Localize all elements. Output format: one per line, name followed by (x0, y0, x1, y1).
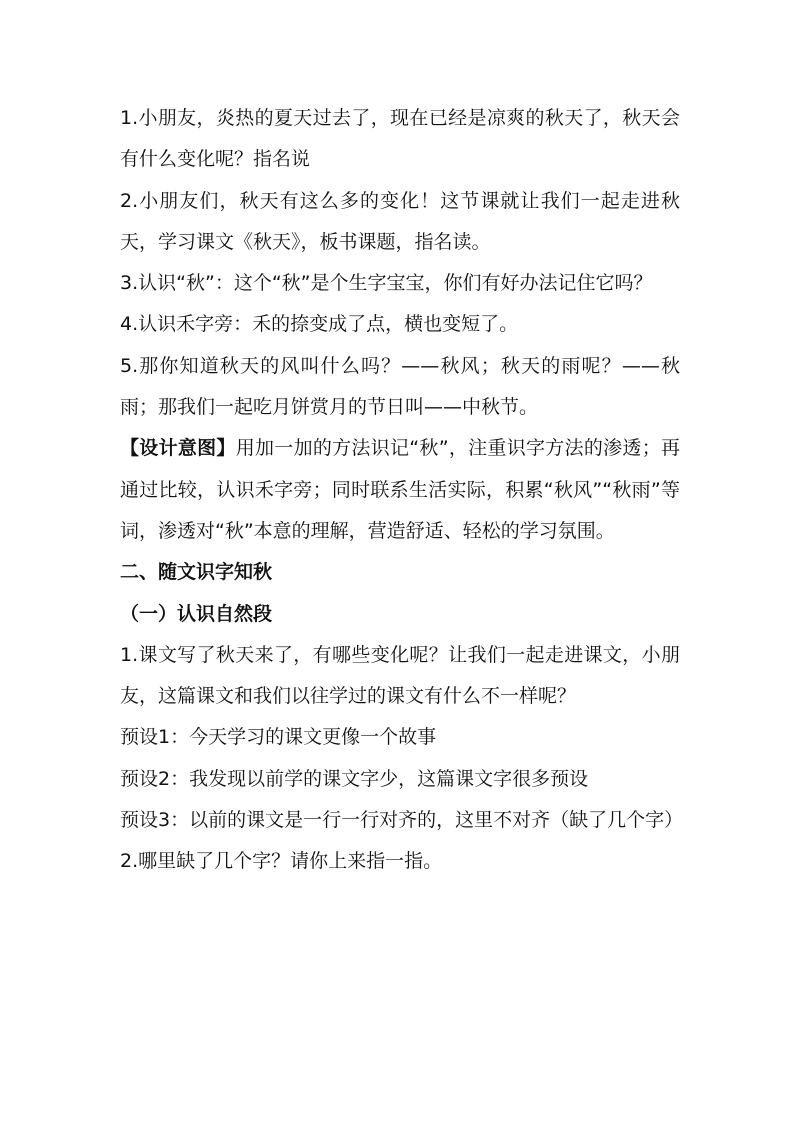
design-intent-tag: 【设计意图】 (120, 437, 236, 460)
preset-2: 预设2：我发现以前学的课文字少，这篇课文字很多预设 (120, 767, 589, 790)
paragraph-1: 1.小朋友，炎热的夏天过去了，现在已经是凉爽的秋天了，秋天会有什么变化呢？指名说 (120, 107, 680, 171)
document-page (120, 98, 684, 883)
subsection-heading: （一）认识自然段 (120, 602, 273, 625)
paragraph-5: 5.那你知道秋天的风叫什么吗？——秋风；秋天的雨呢？——秋雨；那我们一起吃月饼赏月的节日叫——中秋节。 (120, 354, 680, 419)
section-paragraph-1: 1.课文写了秋天来了，有哪些变化呢？让我们一起走进课文，小朋友，这篇课文和我们以往学过的课文有什么不一样呢？ (120, 643, 680, 708)
paragraph-2: 2.小朋友们，秋天有这么多的变化！这节课就让我们一起走进秋天，学习课文《秋天》，板书课题，指名读。 (120, 189, 680, 253)
preset-3: 预设3：以前的课文是一行一行对齐的，这里不对齐（缺了几个字） (120, 809, 684, 832)
section-heading: 二、随文识字知秋 (120, 561, 273, 584)
design-intent-paragraph (120, 428, 680, 552)
paragraph-4: 4.认识禾字旁：禾的捺变成了点，横也变短了。 (120, 313, 519, 336)
design-intent-text: 用加一加的方法识记“秋”，注重识字方法的渗透；再通过比较，认识禾字旁；同时联系生活实际，积累“秋风”“秋雨”等词，渗透对“秋”本意的理解，营造舒适、轻松的学习氛围。 (120, 437, 680, 542)
section-paragraph-2: 2.哪里缺了几个字？请你上来指一指。 (120, 850, 443, 873)
preset-1: 预设1：今天学习的课文更像一个故事 (120, 726, 437, 749)
paragraph-3: 3.认识“秋”：这个“秋”是个生字宝宝，你们有好办法记住它吗？ (120, 272, 653, 295)
